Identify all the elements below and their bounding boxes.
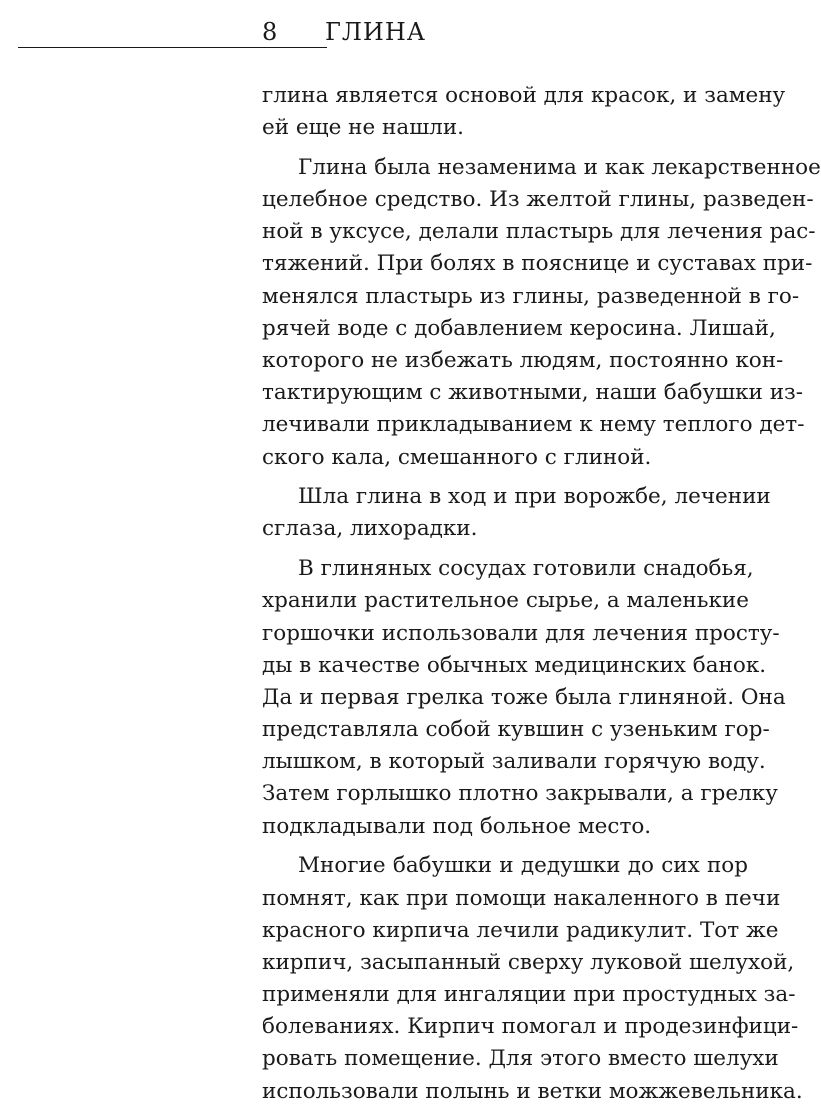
text-line: В глиняных сосудах готовили снадобья, — [298, 556, 754, 582]
text-line: использовали полынь и ветки можжевельника. — [262, 1078, 803, 1104]
text-line: тяжений. При болях в пояснице и суставах при- — [262, 251, 813, 277]
page-number: 8 — [262, 18, 278, 46]
text-line: ровать помещение. Для этого вместо шелухи — [262, 1046, 779, 1072]
text-line: менялся пластырь из глины, разведенной в го- — [262, 283, 800, 309]
text-line: рячей воде с добавлением керосина. Лишай, — [262, 315, 776, 341]
text-line: ной в уксусе, делали пластырь для лечения рас- — [262, 219, 816, 245]
text-line: ды в качестве обычных медицинских банок. — [262, 652, 767, 678]
text-line: представляла собой кувшин с узеньким гор- — [262, 717, 770, 743]
text-line: болеваниях. Кирпич помогал и продезинфици- — [262, 1014, 799, 1040]
text-line: лечивали прикладыванием к нему теплого дет- — [262, 412, 805, 438]
text-line: Глина была незаменима и как лекарственное — [298, 154, 821, 180]
text-line: хранили растительное сырье, а маленькие — [262, 588, 749, 614]
text-line: глина является основой для красок, и замену — [262, 83, 786, 108]
running-title: ГЛИНА — [325, 18, 426, 46]
text-line: Да и первая грелка тоже была глиняной. Она — [262, 684, 786, 710]
header-rule — [18, 47, 327, 48]
text-line: горшочки использовали для лечения просту- — [262, 620, 780, 646]
text-line: красного кирпича лечили радикулит. Тот же — [262, 917, 779, 943]
text-line: Многие бабушки и дедушки до сих пор — [298, 853, 748, 879]
text-line: целебное средство. Из желтой глины, разведен- — [262, 187, 814, 213]
text-line: Затем горлышко плотно закрывали, а грелку — [262, 781, 778, 807]
running-header — [0, 14, 764, 54]
paragraph — [262, 850, 803, 1108]
text-line: применяли для ингаляции при простудных за- — [262, 982, 796, 1008]
text-line: сглаза, лихорадки. — [262, 516, 478, 542]
text-line: ей еще не нашли. — [262, 115, 465, 141]
text-line: подкладывали под больное место. — [262, 813, 652, 839]
paragraph — [262, 80, 786, 144]
text-line: помнят, как при помощи накаленного в печи — [262, 885, 781, 911]
body-text — [262, 80, 821, 1115]
text-line: Шла глина в ход и при ворожбе, лечении — [298, 484, 771, 510]
paragraph — [262, 481, 771, 545]
text-line: тактирующим с животными, наши бабушки из- — [262, 380, 804, 406]
text-line: лышком, в который заливали горячую воду. — [262, 749, 766, 775]
text-line: ского кала, смешанного с глиной. — [262, 444, 652, 470]
text-line: которого не избежать людям, постоянно кон- — [262, 348, 784, 373]
paragraph — [262, 553, 786, 843]
paragraph — [262, 152, 821, 474]
text-line: кирпич, засыпанный сверху луковой шелухой, — [262, 949, 795, 975]
